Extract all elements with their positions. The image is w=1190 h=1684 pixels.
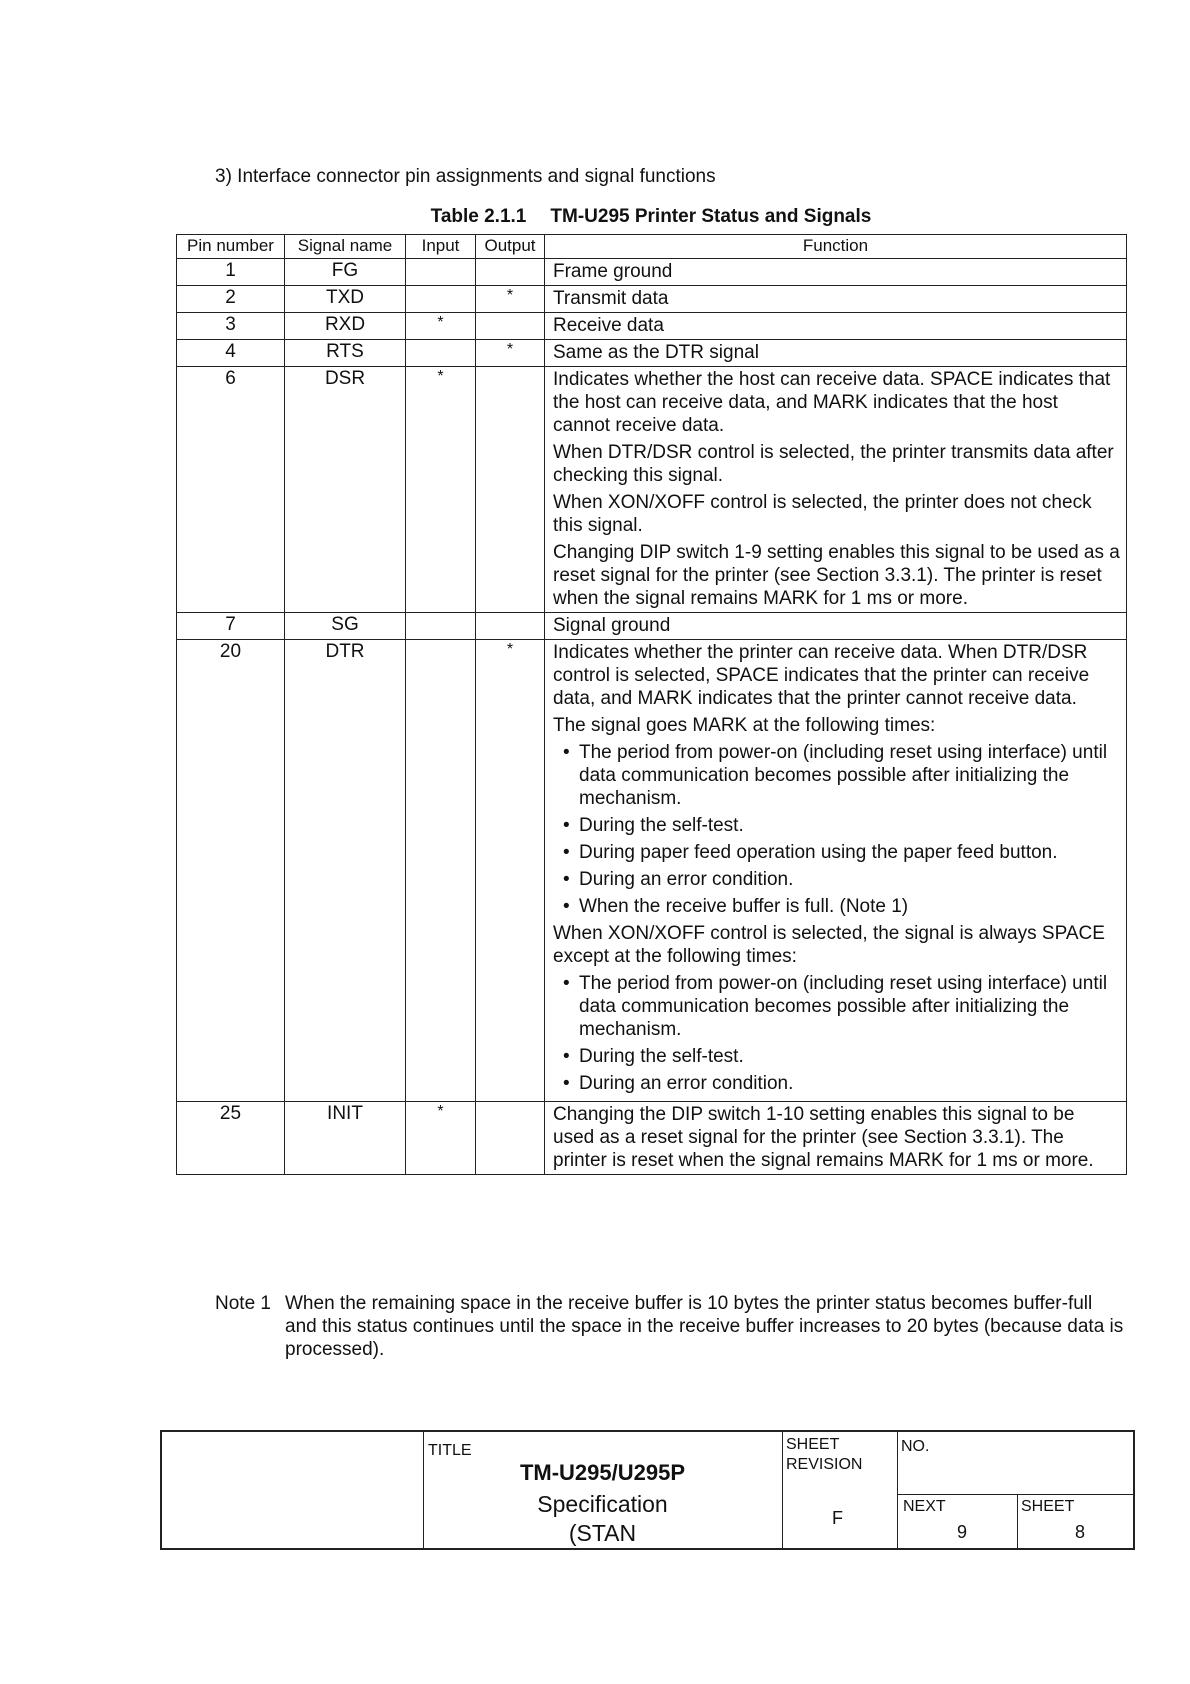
function-paragraph: When XON/XOFF control is selected, the printer does not check this signal. — [553, 492, 1092, 536]
input-cell — [406, 286, 476, 313]
table-row — [177, 313, 1127, 340]
section-heading: 3) Interface connector pin assignments and signal functions — [215, 166, 716, 187]
signal-name-cell: DTR — [285, 640, 406, 1102]
function-cell — [545, 340, 1127, 367]
header-output: Output — [476, 235, 545, 259]
table-row — [177, 613, 1127, 640]
title-block-divider — [897, 1494, 1133, 1495]
bullet-text: During paper feed operation using the paper feed button. — [579, 842, 1058, 863]
title-block-divider — [423, 1432, 424, 1548]
title-block-divider — [1017, 1494, 1018, 1548]
footnote — [215, 1292, 1125, 1361]
bullet-text: The period from power-on (including reset using interface) until data communication becomes possible after initializing the mechanism. — [579, 973, 1108, 1040]
next-value: 9 — [957, 1522, 968, 1542]
table-row — [177, 1102, 1127, 1175]
note-label: Note 1 — [215, 1293, 271, 1314]
table-body — [177, 259, 1127, 1175]
input-cell — [406, 613, 476, 640]
output-cell: * — [476, 286, 545, 313]
subtitle-line-2: (STAN — [568, 1520, 637, 1546]
output-cell: * — [476, 640, 545, 1102]
bullet-icon: • — [563, 869, 570, 890]
title-block-divider — [782, 1432, 783, 1548]
pin-number-cell: 20 — [177, 640, 285, 1102]
header-function: Function — [545, 235, 1127, 259]
function-cell — [545, 286, 1127, 313]
output-cell: * — [476, 340, 545, 367]
subtitle-line-1: Specification — [537, 1491, 668, 1517]
function-cell — [545, 367, 1127, 613]
input-cell — [406, 259, 476, 286]
function-paragraph: Transmit data — [553, 288, 669, 309]
input-cell: * — [406, 367, 476, 613]
function-paragraph: The signal goes MARK at the following times: — [553, 715, 936, 736]
header-signal-name: Signal name — [285, 235, 406, 259]
function-bullet — [553, 1072, 1120, 1095]
table-row — [177, 259, 1127, 286]
function-cell — [545, 640, 1127, 1102]
signal-name-cell: FG — [285, 259, 406, 286]
function-cell — [545, 259, 1127, 286]
sheet-number-label: SHEET — [1021, 1498, 1075, 1515]
table-caption — [176, 206, 1126, 228]
output-cell — [476, 259, 545, 286]
signal-name-cell: DSR — [285, 367, 406, 613]
signal-name-cell: TXD — [285, 286, 406, 313]
input-cell: * — [406, 1102, 476, 1175]
output-cell — [476, 367, 545, 613]
pin-number-cell: 6 — [177, 367, 285, 613]
output-cell — [476, 313, 545, 340]
note-text: When the remaining space in the receive buffer is 10 bytes the printer status becomes buffer-full and this status continues until the space in the receive buffer increases to 20 bytes (because data is processed). — [285, 1293, 1124, 1360]
function-paragraph: Frame ground — [553, 261, 673, 282]
input-cell — [406, 340, 476, 367]
function-paragraph: Changing DIP switch 1-9 setting enables this signal to be used as a reset signal for the printer (see Section 3.3.1). The printer is reset when the signal remains MARK for 1 ms or more. — [553, 542, 1120, 609]
bullet-icon: • — [563, 1073, 570, 1094]
bullet-text: During the self-test. — [579, 815, 744, 836]
signal-name-cell: INIT — [285, 1102, 406, 1175]
function-paragraph: Changing the DIP switch 1-10 setting enables this signal to be used as a reset signal for the printer (see Section 3.3.1). The printer is reset when the signal remains MARK for 1 ms or more. — [553, 1104, 1094, 1171]
bullet-icon: • — [563, 896, 570, 917]
table-row — [177, 340, 1127, 367]
function-bullet — [553, 741, 1120, 810]
pin-number-cell: 1 — [177, 259, 285, 286]
output-cell — [476, 613, 545, 640]
signal-name-cell: RTS — [285, 340, 406, 367]
function-bullet — [553, 1045, 1120, 1068]
function-bullet — [553, 972, 1120, 1041]
function-bullet — [553, 841, 1120, 864]
bullet-text: During an error condition. — [579, 1073, 794, 1094]
function-cell — [545, 313, 1127, 340]
pin-number-cell: 25 — [177, 1102, 285, 1175]
doc-no-label: NO. — [901, 1438, 930, 1455]
next-label: NEXT — [903, 1498, 946, 1515]
input-cell: * — [406, 313, 476, 340]
revision-value: F — [832, 1508, 843, 1528]
bullet-text: During the self-test. — [579, 1046, 744, 1067]
document-title: TM-U295/U295P — [519, 1460, 686, 1485]
table-row — [177, 286, 1127, 313]
function-bullet — [553, 814, 1120, 837]
function-cell — [545, 1102, 1127, 1175]
table-row — [177, 367, 1127, 613]
table-title: TM-U295 Printer Status and Signals — [550, 206, 872, 227]
title-label: TITLE — [428, 1442, 472, 1459]
title-block — [160, 1430, 1135, 1550]
function-paragraph: Indicates whether the printer can receive data. When DTR/DSR control is selected, SPACE indicates that the printer can receive data, and MARK indicates that the printer cannot receive data. — [553, 642, 1090, 709]
function-paragraph: Indicates whether the host can receive data. SPACE indicates that the host can receive data, and MARK indicates that the host cannot receive data. — [553, 369, 1111, 436]
function-paragraph: Signal ground — [553, 615, 671, 636]
function-paragraph: Receive data — [553, 315, 664, 336]
bullet-text: The period from power-on (including reset using interface) until data communication becomes possible after initializing the mechanism. — [579, 742, 1108, 809]
bullet-icon: • — [563, 742, 570, 763]
function-paragraph: Same as the DTR signal — [553, 342, 759, 363]
bullet-icon: • — [563, 815, 570, 836]
sheet-value: 8 — [1075, 1522, 1086, 1542]
title-block-divider — [897, 1432, 898, 1548]
bullet-icon: • — [563, 842, 570, 863]
table-header-row — [177, 235, 1127, 259]
table-number: Table 2.1.1 — [430, 206, 527, 227]
output-cell — [476, 1102, 545, 1175]
revision-label: REVISION — [786, 1456, 863, 1473]
sheet-label: SHEET — [786, 1436, 840, 1453]
bullet-text: When the receive buffer is full. (Note 1) — [579, 896, 909, 917]
document-subtitle — [425, 1490, 780, 1548]
pin-number-cell: 4 — [177, 340, 285, 367]
function-paragraph: When XON/XOFF control is selected, the signal is always SPACE except at the following times: — [553, 923, 1105, 967]
signal-table — [176, 234, 1127, 1175]
header-input: Input — [406, 235, 476, 259]
function-bullet — [553, 868, 1120, 891]
signal-name-cell: SG — [285, 613, 406, 640]
signal-name-cell: RXD — [285, 313, 406, 340]
header-pin-number: Pin number — [177, 235, 285, 259]
function-bullet — [553, 895, 1120, 918]
input-cell — [406, 640, 476, 1102]
pin-number-cell: 2 — [177, 286, 285, 313]
bullet-icon: • — [563, 973, 570, 994]
table-row — [177, 640, 1127, 1102]
function-paragraph: When DTR/DSR control is selected, the printer transmits data after checking this signal. — [553, 442, 1114, 486]
pin-number-cell: 3 — [177, 313, 285, 340]
function-cell — [545, 613, 1127, 640]
bullet-text: During an error condition. — [579, 869, 794, 890]
pin-number-cell: 7 — [177, 613, 285, 640]
bullet-icon: • — [563, 1046, 570, 1067]
